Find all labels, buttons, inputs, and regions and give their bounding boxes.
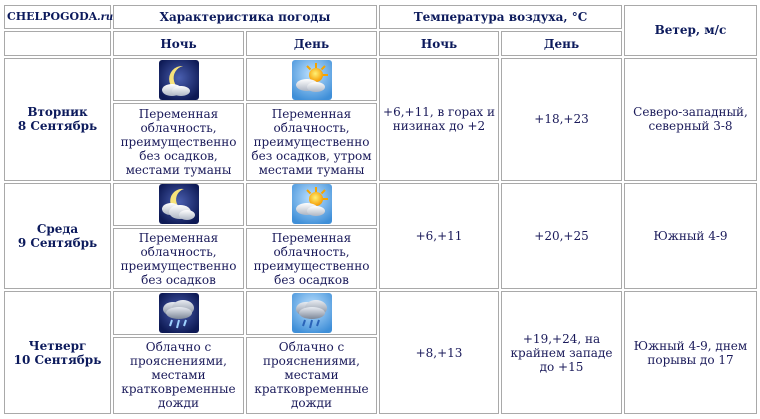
header-wind: Ветер, м/с (624, 5, 757, 56)
header-temperature: Температура воздуха, °C (379, 5, 622, 29)
row-3-night-icon-cell (113, 291, 244, 335)
row-1-night-desc: Переменная облачность, преимущественно без осадков, местами туманы (113, 103, 244, 180)
row-2-temp-day: +20,+25 (501, 183, 622, 290)
row-2-date (4, 183, 111, 290)
row-2-night-desc: Переменная облачность, преимущественно без осадков (113, 228, 244, 289)
row-1-day-icon-cell (246, 58, 377, 102)
site-domain-suffix: .ru (97, 11, 114, 23)
row-1-date (4, 58, 111, 181)
rain-cloud-day-icon (292, 293, 332, 333)
row-2-day-desc: Переменная облачность, преимущественно без осадков (246, 228, 377, 289)
row-1-wind: Северо-западный, северный 3-8 (624, 58, 757, 181)
row-3-temp-night: +8,+13 (379, 291, 499, 414)
row-3-night-desc: Облачно с прояснениями, местами кратковременные дожди (113, 337, 244, 414)
header-temp-day: День (501, 31, 622, 55)
row-1-night-icon-cell (113, 58, 244, 102)
moon-clouds-night-icon (159, 184, 199, 224)
row-2-weekday: Среда (36, 221, 79, 236)
row-2-wind: Южный 4-9 (624, 183, 757, 290)
row-3-wind: Южный 4-9, днем порывы до 17 (624, 291, 757, 414)
row-1-day-desc: Переменная облачность, преимущественно без осадков, утром местами туманы (246, 103, 377, 180)
row-1-temp-day: +18,+23 (501, 58, 622, 181)
weather-forecast-table (2, 3, 759, 416)
row-3-date (4, 291, 111, 414)
site-logo (4, 5, 114, 29)
row-3-day-desc: Облачно с прояснениями, местами кратковременные дожди (246, 337, 377, 414)
sun-cloud-day-icon (292, 184, 332, 224)
row-2-temp-night: +6,+11 (379, 183, 499, 290)
row-1-date-label: 8 Сентябрь (17, 119, 98, 134)
row-2-night-icon-cell (113, 183, 244, 227)
header-temp-night: Ночь (379, 31, 499, 55)
row-3-date-label: 10 Сентябрь (13, 352, 102, 367)
row-3-temp-day: +19,+24, на крайнем западе до +15 (501, 291, 622, 414)
row-2-date-label: 9 Сентябрь (17, 235, 98, 250)
header-empty (4, 31, 111, 55)
site-name: CHELPOGODA (7, 9, 98, 23)
header-weather-night: Ночь (113, 31, 244, 55)
row-3-day-icon-cell (246, 291, 377, 335)
sun-cloud-day-icon (292, 60, 332, 100)
row-1-weekday: Вторник (27, 105, 88, 120)
moon-cloud-night-icon (159, 60, 199, 100)
row-3-weekday: Четверг (28, 338, 87, 353)
row-1-temp-night: +6,+11, в горах и низинах до +2 (379, 58, 499, 181)
row-2-day-icon-cell (246, 183, 377, 227)
header-weather-day: День (246, 31, 377, 55)
header-weather: Характеристика погоды (113, 5, 377, 29)
rain-cloud-night-icon (159, 293, 199, 333)
